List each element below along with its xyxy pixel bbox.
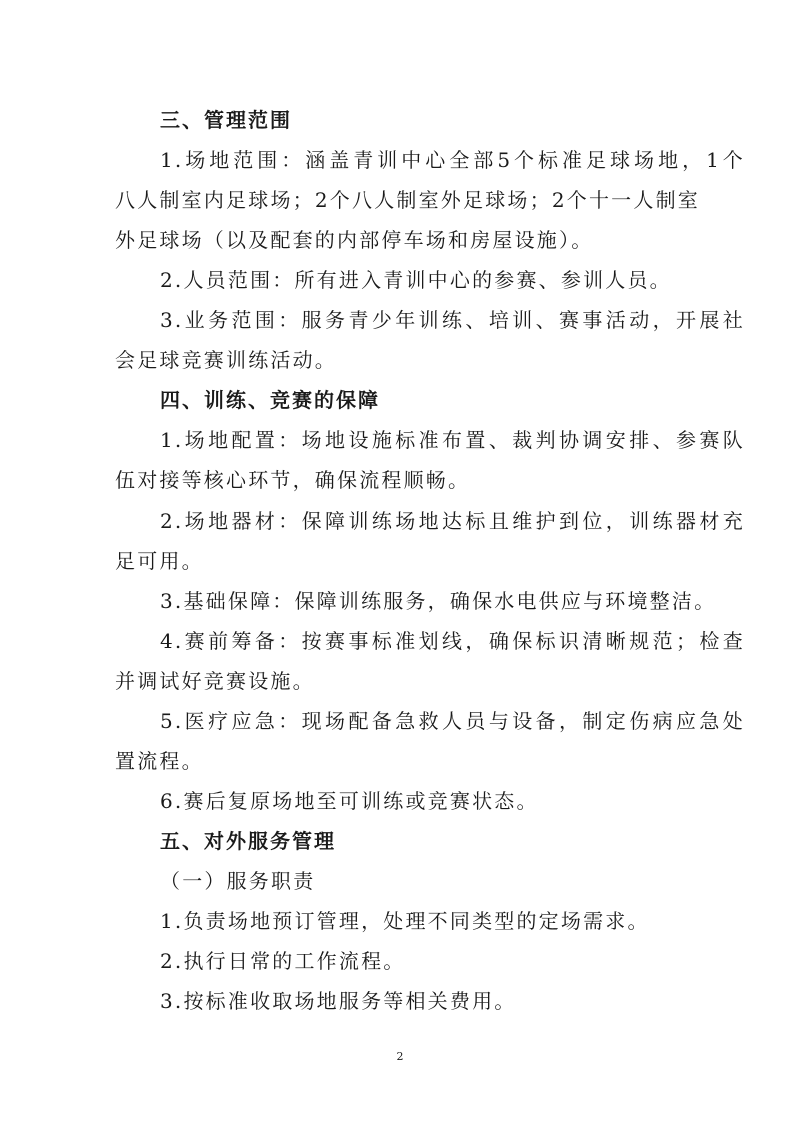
- paragraph-line: 4.赛前筹备：按赛事标准划线，确保标识清晰规范；检查: [160, 629, 745, 653]
- section-heading: 四、训练、竞赛的保障: [160, 388, 380, 412]
- section-heading: 五、对外服务管理: [160, 829, 336, 853]
- subsection-heading: （一）服务职责: [160, 869, 316, 893]
- paragraph-line: 外足球场（以及配套的内部停车场和房屋设施）。: [115, 228, 594, 252]
- paragraph-line: 2.场地器材：保障训练场地达标且维护到位，训练器材充: [160, 509, 745, 533]
- paragraph-line: 2.人员范围：所有进入青训中心的参赛、参训人员。: [160, 268, 672, 292]
- paragraph-line: 并调试好竞赛设施。: [115, 669, 315, 693]
- paragraph-line: 3.基础保障：保障训练服务，确保水电供应与环境整洁。: [160, 589, 717, 613]
- paragraph-line: 置流程。: [115, 749, 204, 773]
- paragraph-line: 3.按标准收取场地服务等相关费用。: [160, 989, 517, 1013]
- paragraph-line: 2.执行日常的工作流程。: [160, 949, 406, 973]
- paragraph-line: 1.场地范围：涵盖青训中心全部5个标准足球场地，1个: [160, 148, 745, 172]
- paragraph-line: 3.业务范围：服务青少年训练、培训、赛事活动，开展社: [160, 308, 745, 332]
- paragraph-line: 1.场地配置：场地设施标准布置、裁判协调安排、参赛队: [160, 428, 745, 452]
- paragraph-line: 6.赛后复原场地至可训练或竞赛状态。: [160, 789, 539, 813]
- paragraph-line: 会足球竞赛训练活动。: [115, 348, 337, 372]
- paragraph-line: 1.负责场地预订管理，处理不同类型的定场需求。: [160, 909, 650, 933]
- paragraph-line: 5.医疗应急：现场配备急救人员与设备，制定伤病应急处: [160, 709, 745, 733]
- paragraph-line: 伍对接等核心环节，确保流程顺畅。: [115, 468, 471, 492]
- page-number: 2: [396, 1050, 404, 1063]
- paragraph-line: 八人制室内足球场；2个八人制室外足球场；2个十一人制室: [115, 188, 700, 212]
- paragraph-line: 足可用。: [115, 549, 204, 573]
- section-heading: 三、管理范围: [160, 108, 292, 132]
